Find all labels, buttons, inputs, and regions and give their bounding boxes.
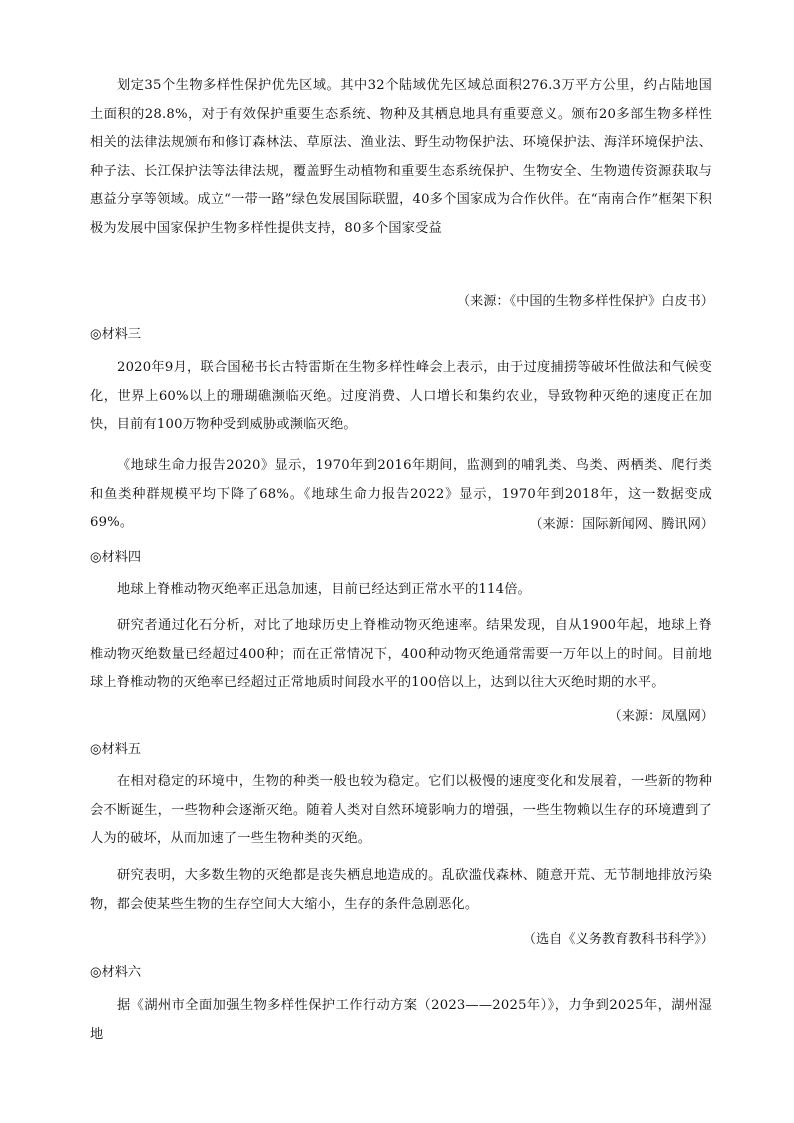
material-two-paragraph: 划定35个生物多样性保护优先区域。其中32个陆域优先区域总面积276.3万平方公里，约占陆地国土面积的28.8%，对于有效保护重要生态系统、物种及其栖息地具有重要意义。颁布20多部生物多样性相关的法律法规颁布和修订森林法、草原法、渔业法、野生动物保护法、环境保护法、海洋环境保护法、种子法、长江保护法等法律法规，覆盖野生动植物和重要生态系统保护、生物安全、生物遗传资源获取与惠益分享等领域。成立“一带一路”绿色发展国际联盟，40多个国家成为合作伙伴。在“南南合作”框架下积极为发展中国家保护生物多样性提供支持，80多个国家受益 (90, 78, 712, 236)
material-two-source: （来源：《中国的生物多样性保护》白皮书） (456, 294, 714, 309)
material-six-paragraph: 据《湖州市全面加强生物多样性保护工作行动方案（2023——2025年）》，力争到2025年，湖州湿地 (90, 998, 712, 1042)
material-three-source: （来源：国际新闻网、腾讯网） (529, 517, 714, 532)
material-four-paragraph-2: 研究者通过化石分析，对比了地球历史上脊椎动物灭绝速率。结果发现，自从1900年起，地球上脊椎动物灭绝数量已经超过400种；而在正常情况下，400种动物灭绝通常需要一万年以上的时间。目前地球上脊椎动物的灭绝率已经超过正常地质时间段水平的100倍以上，达到以往大灭绝时期的水平。 (90, 618, 712, 690)
material-five-paragraph-2: 研究表明，大多数生物的灭绝都是丧失栖息地造成的。乱砍滥伐森林、随意开荒、无节制地排放污染物，都会使某些生物的生存空间大大缩小，生存的条件急剧恶化。 (90, 868, 712, 912)
material-six-heading: ◎材料六 (90, 965, 142, 980)
material-five-heading: ◎材料五 (90, 742, 142, 757)
material-three-paragraph-2: 《地球生命力报告2020》显示，1970年到2016年期间，监测到的哺乳类、鸟类、两栖类、爬行类和鱼类种群规模平均下降了68%。《地球生命力报告2022》显示，1970年到2018年，这一数据变成69%。 (90, 458, 712, 530)
material-three-paragraph-1: 2020年9月，联合国秘书长古特雷斯在生物多样性峰会上表示，由于过度捕捞等破坏性做法和气候变化，世界上60%以上的珊瑚礁濒临灭绝。过度消费、人口增长和集约农业，导致物种灭绝的速度正在加快，目前有100万物种受到威胁或濒临灭绝。 (90, 360, 712, 432)
material-five-paragraph-1: 在相对稳定的环境中，生物的种类一般也较为稳定。它们以极慢的速度变化和发展着，一些新的物种会不断诞生，一些物种会逐渐灭绝。随着人类对自然环境影响力的增强，一些生物赖以生存的环境遭到了人为的破坏，从而加速了一些生物种类的灭绝。 (90, 774, 712, 846)
material-three-heading: ◎材料三 (90, 327, 142, 342)
material-four-heading: ◎材料四 (90, 550, 142, 565)
material-five-source: （选自《义务教育教科书科学》） (522, 932, 714, 947)
material-four-source: （来源：凤凰网） (608, 709, 714, 724)
material-four-paragraph-1: 地球上脊椎动物灭绝率正迅急加速，目前已经达到正常水平的114倍。 (117, 582, 532, 597)
